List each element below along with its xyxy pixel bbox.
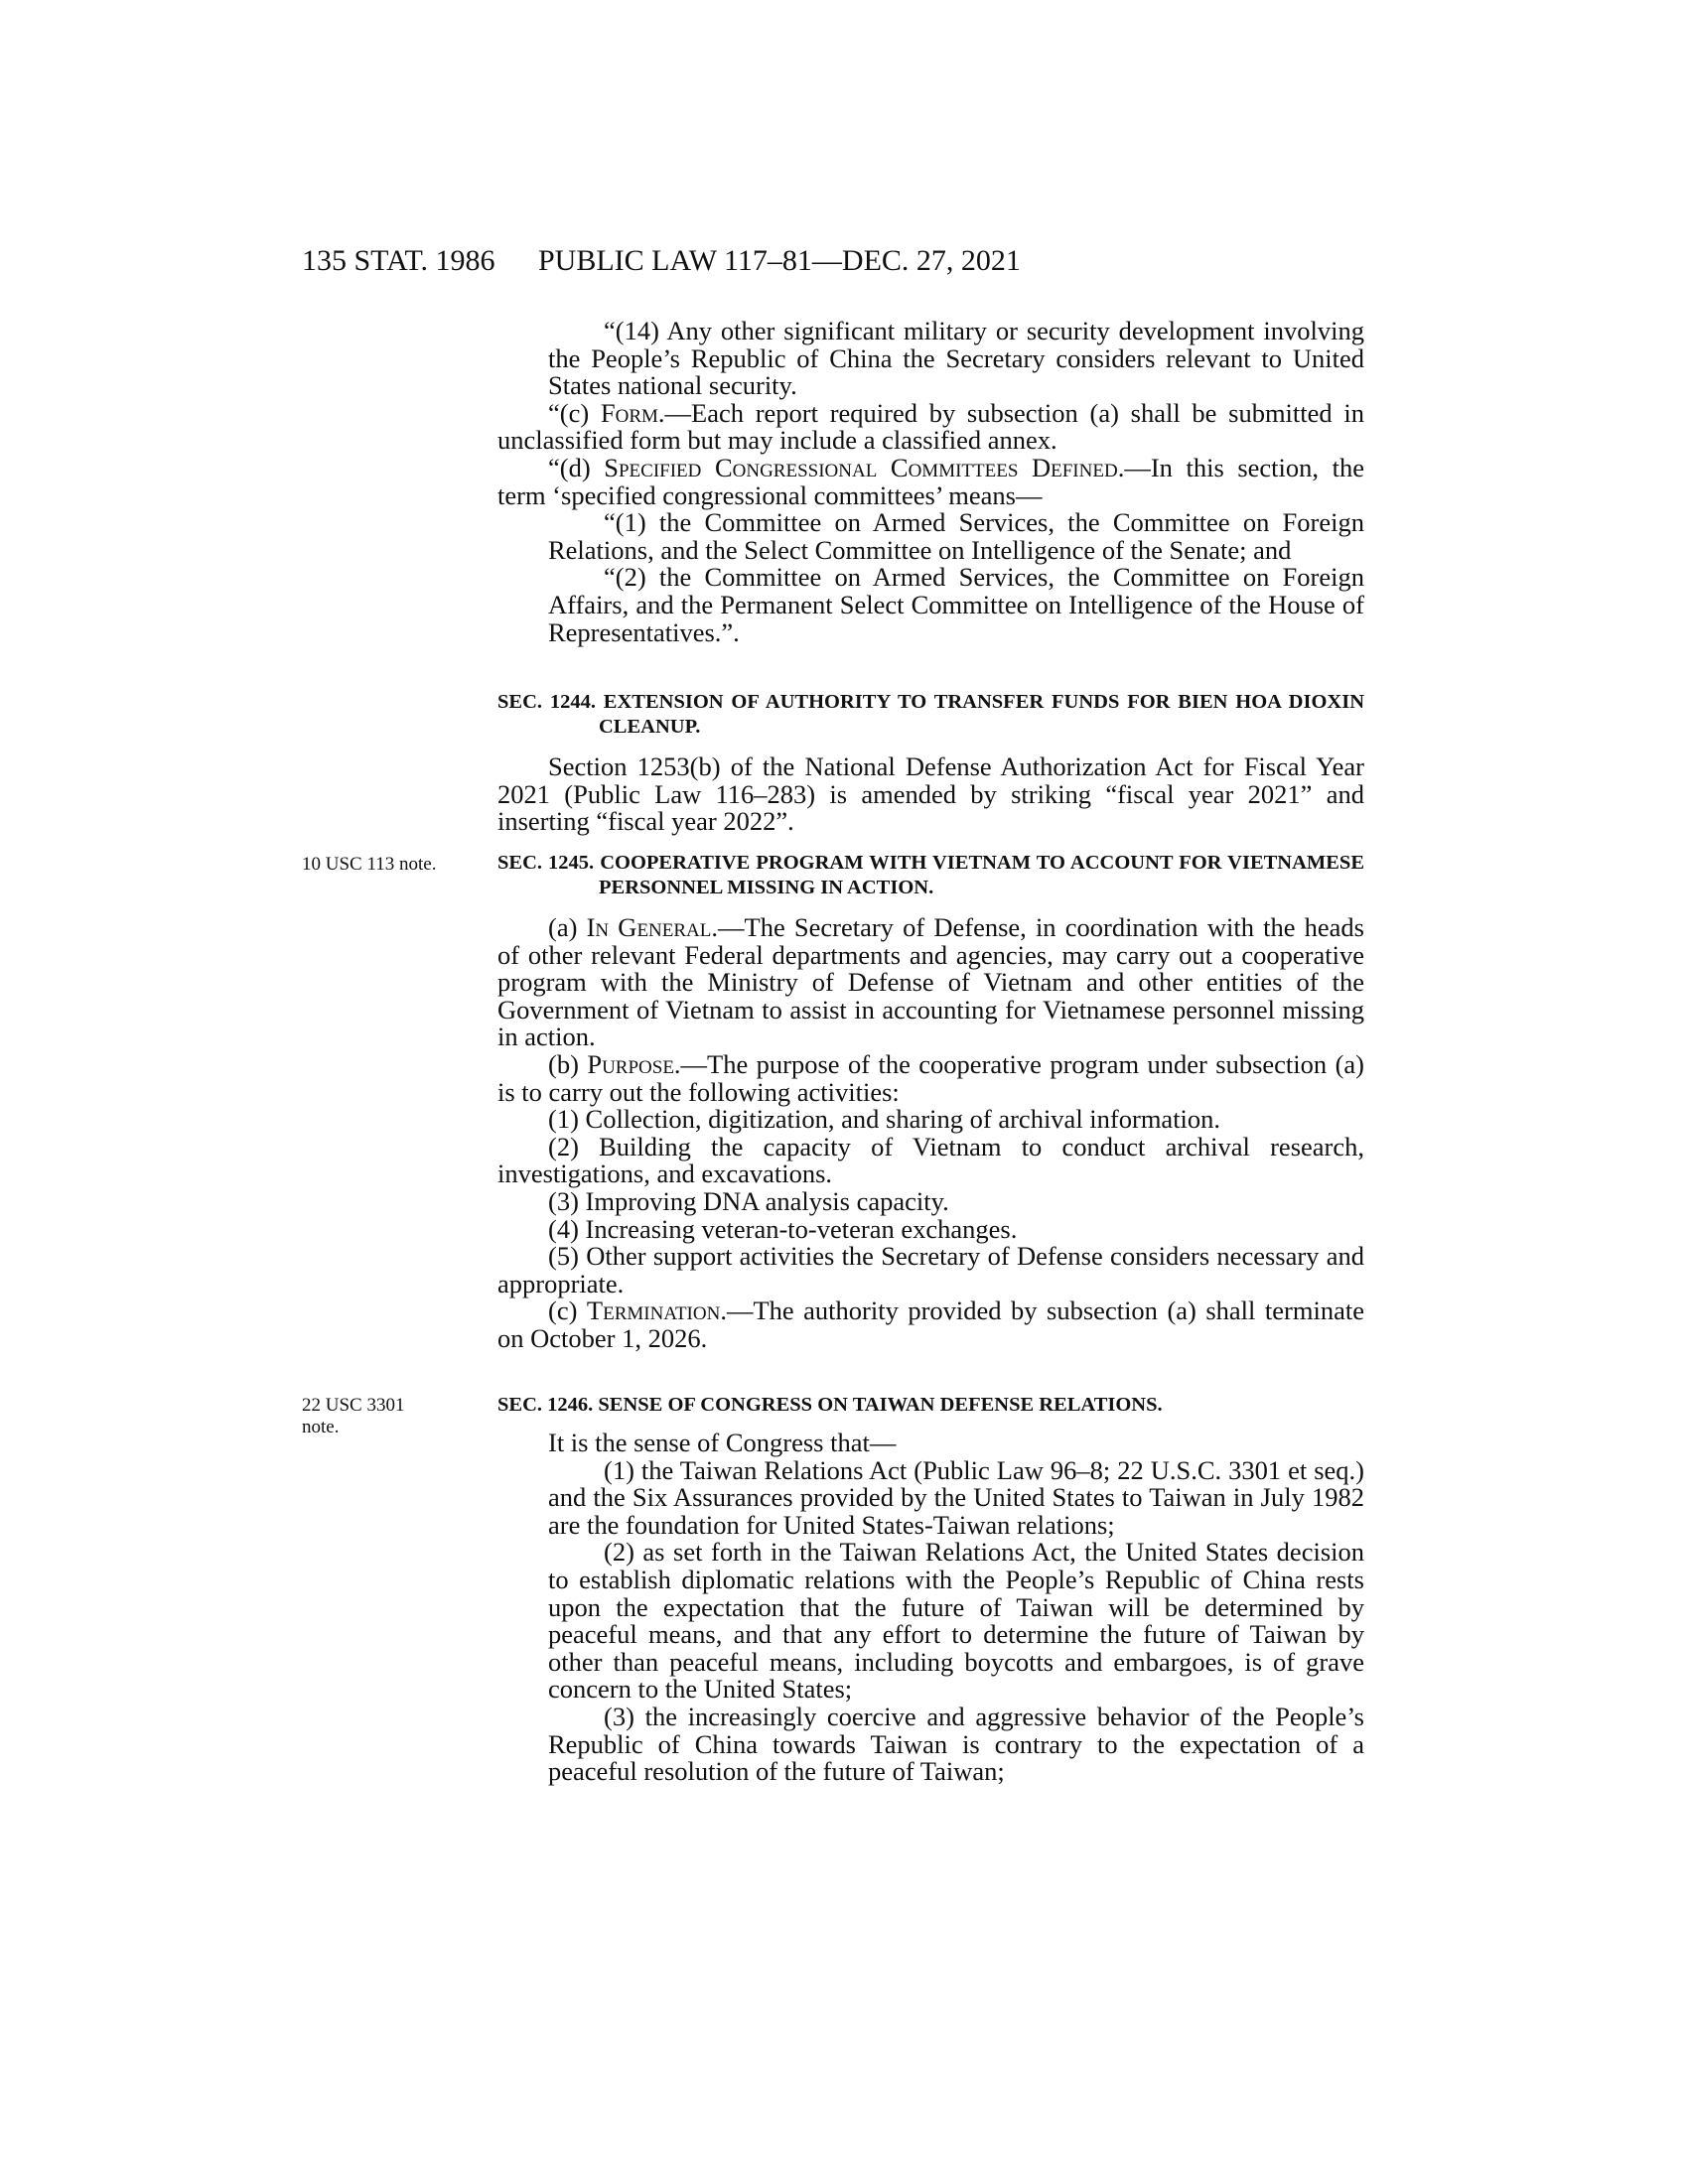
public-law-title: PUBLIC LAW 117–81—DEC. 27, 2021 <box>538 244 1021 277</box>
paragraph-d1: “(1) the Committee on Armed Services, the Committee on Foreign Relations, and the Select Committee on Intelligence of the Senate; and <box>548 507 1364 565</box>
margin-note-usc <box>302 1395 481 1438</box>
subsection-prefix: “(d) <box>548 452 605 482</box>
subsection-prefix: (c) <box>548 1296 587 1326</box>
margin-note-line: note. <box>302 1417 340 1437</box>
paragraph-3: (3) the increasingly coercive and aggressive behavior of the People’s Republic of China towards Taiwan is contrary to the expectation of a peaceful resolution of the future of Taiwan; <box>548 1701 1364 1787</box>
section-heading: SEC. 1245. COOPERATIVE PROGRAM WITH VIETNAM TO ACCOUNT FOR VIETNAMESE PERSONNEL MISSING IN ACTION. <box>497 852 1364 898</box>
paragraph-14: “(14) Any other significant military or security development involving the People’s Republic of China the Secretary considers relevant to United States national security. <box>548 316 1364 401</box>
statute-page-reference: 135 STAT. 1986 <box>302 244 495 277</box>
subsection-c <box>497 1297 1364 1352</box>
subsection-prefix: (a) <box>548 912 587 942</box>
subsection-text: .—Each report required by subsection (a) shall be submitted in unclassified form but may include a classified annex. <box>497 397 1364 456</box>
subsection-heading: Form <box>600 397 658 428</box>
section-1244 <box>497 690 1364 836</box>
subsection-text: .—The authority provided by subsection (a) shall terminate on October 1, 2026. <box>497 1296 1364 1353</box>
section-heading: SEC. 1246. SENSE OF CONGRESS ON TAIWAN DEFENSE RELATIONS. <box>497 1394 1163 1416</box>
paragraph-b5: (5) Other support activities the Secretary of Defense considers necessary and appropriate. <box>497 1241 1364 1298</box>
paragraph-b3: (3) Improving DNA analysis capacity. <box>548 1185 949 1216</box>
margin-note-line: 22 USC 3301 <box>302 1395 405 1416</box>
subsection-prefix: (b) <box>548 1048 588 1079</box>
paragraph-b4: (4) Increasing veteran-to-veteran exchanges. <box>548 1213 1018 1244</box>
section-heading: SEC. 1244. EXTENSION OF AUTHORITY TO TRANSFER FUNDS FOR BIEN HOA DIOXIN CLEANUP. <box>497 691 1364 738</box>
subsection-prefix: “(c) <box>548 397 601 428</box>
subsection-c-form <box>497 397 1364 456</box>
paragraph-b1: (1) Collection, digitization, and sharing of archival information. <box>548 1104 1221 1135</box>
subsection-a <box>497 914 1364 1051</box>
paragraph-b2: (2) Building the capacity of Vietnam to conduct archival research, investigations, and excavations. <box>497 1131 1364 1189</box>
subsection-text: .—The purpose of the cooperative program under subsection (a) is to carry out the following activities: <box>497 1048 1364 1107</box>
subsection-heading: Termination <box>586 1296 721 1326</box>
section-1245 <box>497 851 1364 1353</box>
subsection-heading: Specified Congressional Committees Defined <box>604 452 1118 482</box>
page-header <box>302 244 1364 284</box>
section-body: Section 1253(b) of the National Defense Authorization Act for Fiscal Year 2021 (Public Law 116–283) is amended by striking “fiscal year 2021” and inserting “fiscal year 2022”. <box>497 751 1364 837</box>
paragraph-2: (2) as set forth in the Taiwan Relations Act, the United States decision to establish diplomatic relations with the People’s Republic of China rests upon the expectation that the future of Taiwan will be determined by peaceful means, and that any effort to determine the future of Taiwan by other than peaceful means, including boycotts and embargoes, is of grave concern to the United States; <box>548 1537 1364 1705</box>
section-intro: It is the sense of Congress that— <box>548 1428 897 1457</box>
subsection-text: .—The Secretary of Defense, in coordination with the heads of other relevant Federal departments and agencies, may carry out a cooperative program with the Ministry of Defense of Vietnam and other entities of the Government of Vietnam to assist in accounting for Vietnamese personnel missing in action. <box>497 912 1364 1052</box>
paragraph-d2: “(2) the Committee on Armed Services, the Committee on Foreign Affairs, and the Permanent Select Committee on Intelligence of the House of Representatives.”. <box>548 562 1364 647</box>
subsection-b <box>497 1048 1364 1107</box>
subsection-heading: Purpose <box>587 1048 674 1079</box>
subsection-d-definitions <box>497 452 1364 510</box>
section-continuation <box>497 318 1364 646</box>
section-1246 <box>497 1393 1364 1786</box>
margin-note-usc: 10 USC 113 note. <box>302 854 437 875</box>
subsection-text: .—In this section, the term ‘specified congressional committees’ means— <box>497 452 1364 510</box>
subsection-heading: In General <box>586 912 712 942</box>
paragraph-1: (1) the Taiwan Relations Act (Public Law 96–8; 22 U.S.C. 3301 et seq.) and the Six Assurances provided by the United States to Taiwan in July 1982 are the foundation for United States-Taiwan relations; <box>548 1454 1364 1540</box>
